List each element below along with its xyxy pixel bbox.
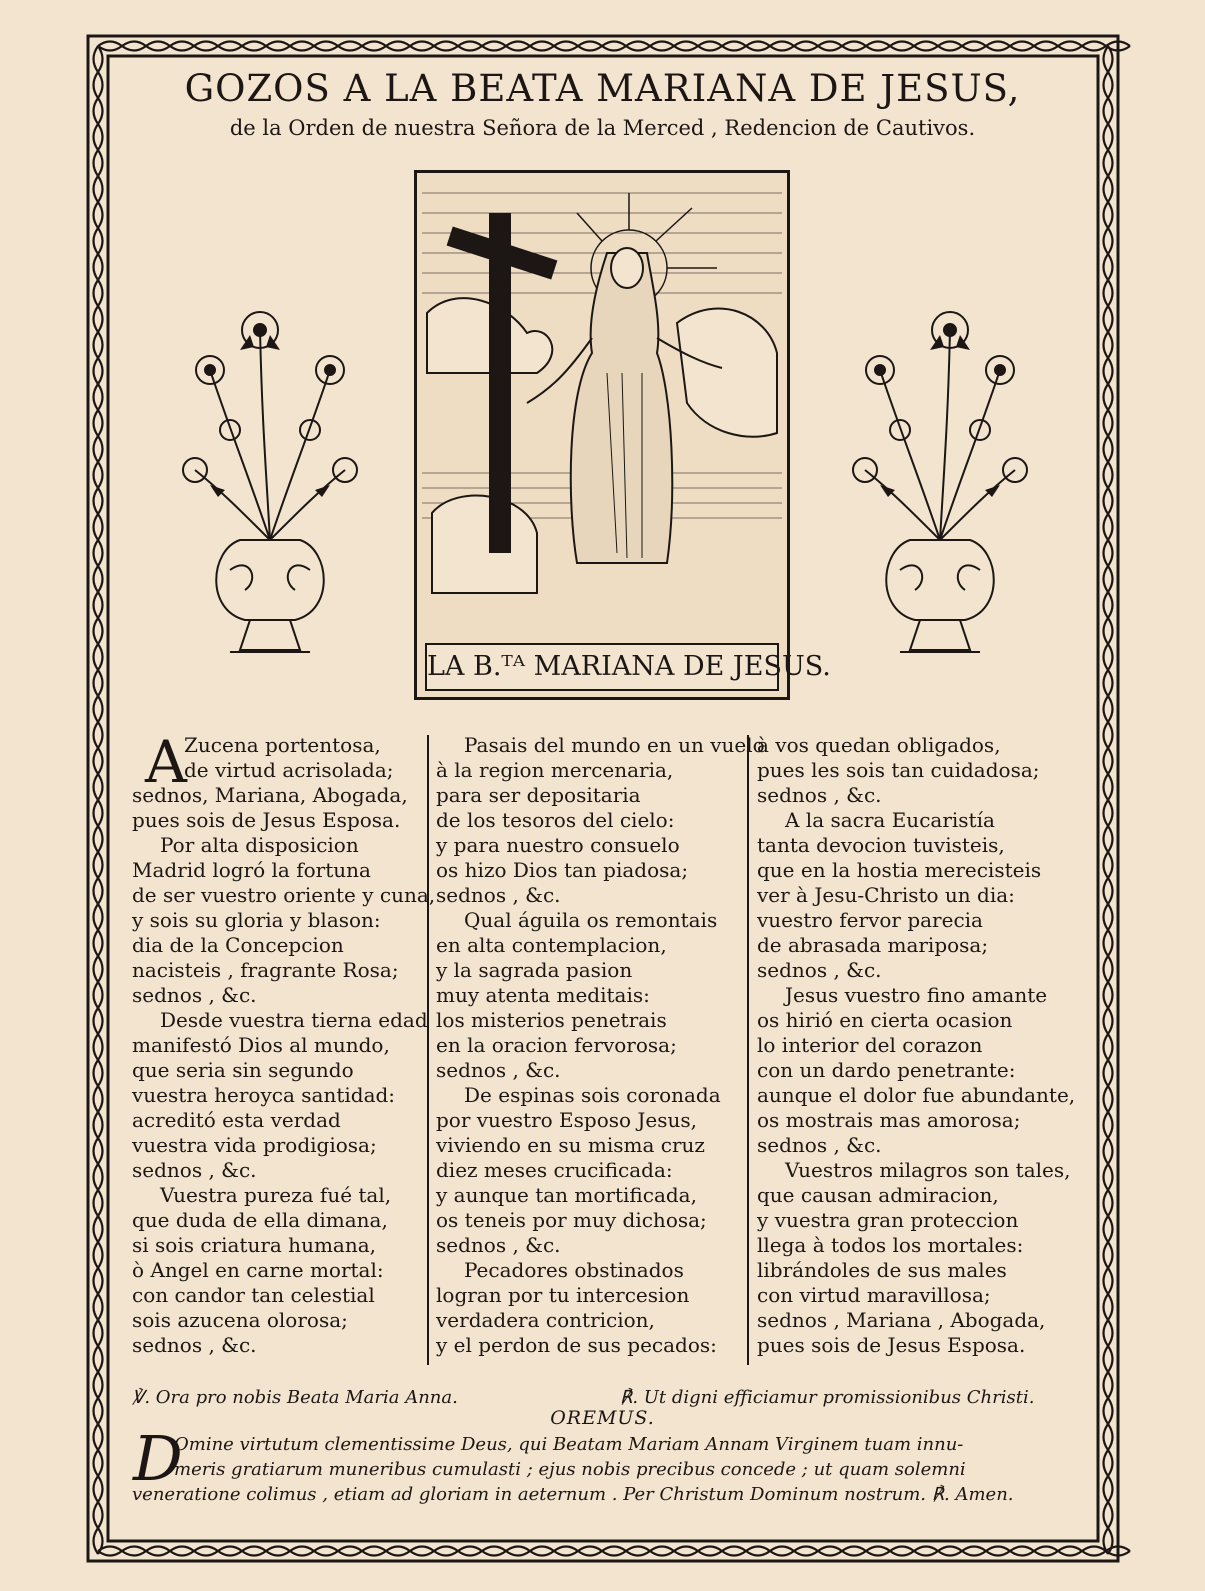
verse-line: os hirió en cierta ocasion [757,1008,1013,1032]
verse-line: muy atenta meditais: [436,983,650,1007]
verse-line: y sois su gloria y blason: [132,908,381,932]
verse-line: que causan admiracion, [757,1183,999,1207]
page-title: GOZOS A LA BEATA MARIANA DE JESUS, [184,67,1021,110]
column-divider-2 [747,735,749,1365]
verse-line: sednos , &c. [132,1333,257,1357]
verse-line: en alta contemplacion, [436,933,667,957]
verse-line: sednos , &c. [757,783,882,807]
verse-line: sednos , &c. [757,958,882,982]
verse-line: lo interior del corazon [757,1033,983,1057]
verse-line: pues sois de Jesus Esposa. [132,808,401,832]
verse-line: os teneis por muy dichosa; [436,1208,707,1232]
prayer-line: meris gratiarum muneribus cumulasti ; ejus nobis precibus concede ; ut quam solemni [174,1459,966,1480]
verse-line: sednos , &c. [132,983,257,1007]
saint-illustration [417,173,787,643]
verse-line: ò Angel en carne mortal: [132,1258,384,1282]
verse-line: ver à Jesu-Christo un dia: [757,883,1015,907]
verse-line: à vos quedan obligados, [757,733,1001,757]
verse-line: Desde vuestra tierna edad [160,1008,428,1032]
verse-line: que en la hostia merecisteis [757,858,1042,882]
verse-line: os mostrais mas amorosa; [757,1108,1021,1132]
verse-line: os hizo Dios tan piadosa; [436,858,689,882]
verse-line: verdadera contricion, [436,1308,655,1332]
verse-line: acreditó esta verdad [132,1108,341,1132]
verse-line: dia de la Concepcion [132,933,344,957]
verse-line: si sois criatura humana, [132,1233,376,1257]
verse-line: sednos, Mariana, Abogada, [132,783,408,807]
verse-line: aunque el dolor fue abundante, [757,1083,1076,1107]
verse-line: Pecadores obstinados [464,1258,684,1282]
verse-line: sednos , &c. [436,1058,561,1082]
verse-column-3 [757,733,1076,1358]
verse-line: sois azucena olorosa; [132,1308,348,1332]
prayer-line: Omine virtutum clementissime Deus, qui Beatam Mariam Annam Virginem tuam innu- [174,1434,964,1455]
verse-line: pues sois de Jesus Esposa. [757,1333,1026,1357]
verse-line: sednos , Mariana , Abogada, [757,1308,1046,1332]
verse-line: y vuestra gran proteccion [757,1208,1019,1232]
verse-line: Por alta disposicion [160,833,359,857]
verse-line: con un dardo penetrante: [757,1058,1016,1082]
verse-line: Zucena portentosa, [184,733,381,757]
versicle-right: ℟. Ut digni efficiamur promissionibus Christi. [620,1387,1035,1408]
verse-line: tanta devocion tuvisteis, [757,833,1005,857]
prayer-text [132,1432,1062,1507]
verse-line: logran por tu intercesion [436,1283,690,1307]
verse-line: Madrid logró la fortuna [132,858,371,882]
verse-line: nacisteis , fragrante Rosa; [132,958,399,982]
verse-line: para ser depositaria [436,783,641,807]
verse-column-1 [132,728,442,1358]
verse-line: de los tesoros del cielo: [436,808,675,832]
drop-cap-d: D [133,1422,183,1495]
verse-line: sednos , &c. [436,1233,561,1257]
verse-line: pues les sois tan cuidadosa; [757,758,1040,782]
verse-line: vuestro fervor parecia [757,908,983,932]
verse-line: de abrasada mariposa; [757,933,989,957]
verse-line: Vuestros milagros son tales, [785,1158,1071,1182]
verse-line: Pasais del mundo en un vuelo [464,733,765,757]
verse-line: A la sacra Eucaristía [785,808,995,832]
verse-line: diez meses crucificada: [436,1158,673,1182]
verse-line: sednos , &c. [757,1133,882,1157]
verse-line: con virtud maravillosa; [757,1283,991,1307]
verse-line: vuestra vida prodigiosa; [132,1133,377,1157]
verse-line: sednos , &c. [436,883,561,907]
verse-line: en la oracion fervorosa; [436,1033,677,1057]
verse-line: y el perdon de sus pecados: [436,1333,717,1357]
versicle-left: ℣. Ora pro nobis Beata Maria Anna. [132,1387,458,1408]
verse-line: viviendo en su misma cruz [436,1133,705,1157]
verse-line: librándoles de sus males [757,1258,1007,1282]
verse-line: con candor tan celestial [132,1283,375,1307]
flower-vase-right-illustration [840,290,1040,670]
verse-line: y aunque tan mortificada, [436,1183,697,1207]
verse-line: Jesus vuestro fino amante [785,983,1048,1007]
verse-line: vuestra heroyca santidad: [132,1083,396,1107]
verse-line: y la sagrada pasion [436,958,633,982]
verse-line: manifestó Dios al mundo, [132,1033,390,1057]
verse-line: que duda de ella dimana, [132,1208,388,1232]
verse-column-2 [436,733,765,1358]
oremus-heading: OREMUS. [550,1407,655,1429]
saint-engraving [414,170,831,700]
verse-line: los misterios penetrais [436,1008,667,1032]
engraving-caption: LA B.ᵀᴬ MARIANA DE JESUS. [425,643,779,691]
column-divider-1 [427,735,429,1365]
verse-line: à la region mercenaria, [436,758,674,782]
flower-vase-left-illustration [170,290,370,670]
verse-line: y para nuestro consuelo [436,833,680,857]
prayer-line: veneratione colimus , etiam ad gloriam in aeternum . Per Christum Dominum nostrum. ℟. Amen. [132,1484,1014,1505]
page-subtitle: de la Orden de nuestra Señora de la Merced , Redencion de Cautivos. [229,116,976,140]
verse-line: sednos , &c. [132,1158,257,1182]
verse-line: de virtud acrisolada; [184,758,394,782]
verse-line: De espinas sois coronada [464,1083,721,1107]
verse-line: que seria sin segundo [132,1058,354,1082]
verse-line: de ser vuestro oriente y cuna, [132,883,436,907]
verse-line: por vuestro Esposo Jesus, [436,1108,698,1132]
verse-line: Vuestra pureza fué tal, [160,1183,392,1207]
verse-line: llega à todos los mortales: [757,1233,1024,1257]
drop-cap-a: A [145,728,187,796]
verse-line: Qual águila os remontais [464,908,718,932]
